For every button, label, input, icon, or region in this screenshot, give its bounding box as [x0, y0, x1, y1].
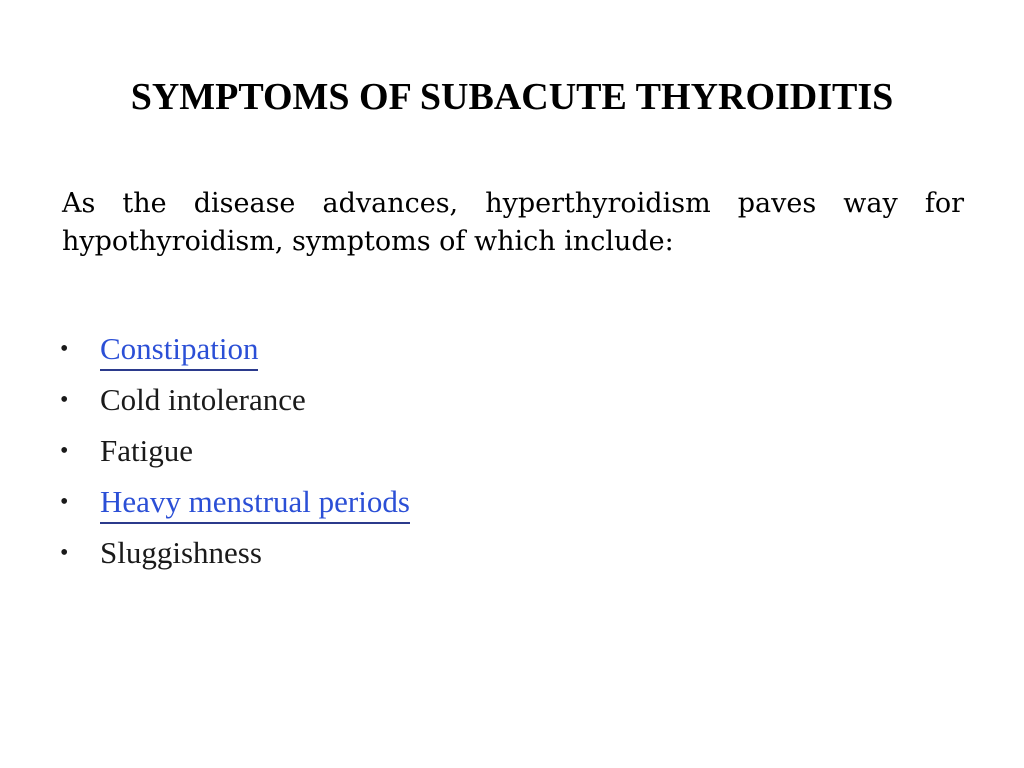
bullet-icon: • [60, 489, 69, 515]
list-item-label: Cold intolerance [100, 382, 306, 417]
list-item-cold-intolerance [60, 378, 860, 429]
intro-paragraph: As the disease advances, hyperthyroidism paves way for hypothyroidism, symptoms of which include: [62, 188, 964, 257]
bullet-icon: • [60, 336, 69, 362]
bullet-icon: • [60, 438, 69, 464]
list-item-fatigue [60, 429, 860, 480]
slide-title: SYMPTOMS OF SUBACUTE THYROIDITIS [130, 76, 894, 118]
list-item-constipation [60, 327, 860, 378]
list-item-heavy-menstrual-periods [60, 480, 860, 531]
list-item-label: Fatigue [100, 433, 193, 468]
bullet-icon: • [60, 540, 69, 566]
symptom-list [60, 327, 860, 582]
list-item-sluggishness [60, 531, 860, 582]
constipation-link[interactable]: Constipation [100, 331, 258, 371]
heavy-menstrual-periods-link[interactable]: Heavy menstrual periods [100, 484, 410, 524]
bullet-icon: • [60, 387, 69, 413]
list-item-label: Sluggishness [100, 535, 262, 570]
